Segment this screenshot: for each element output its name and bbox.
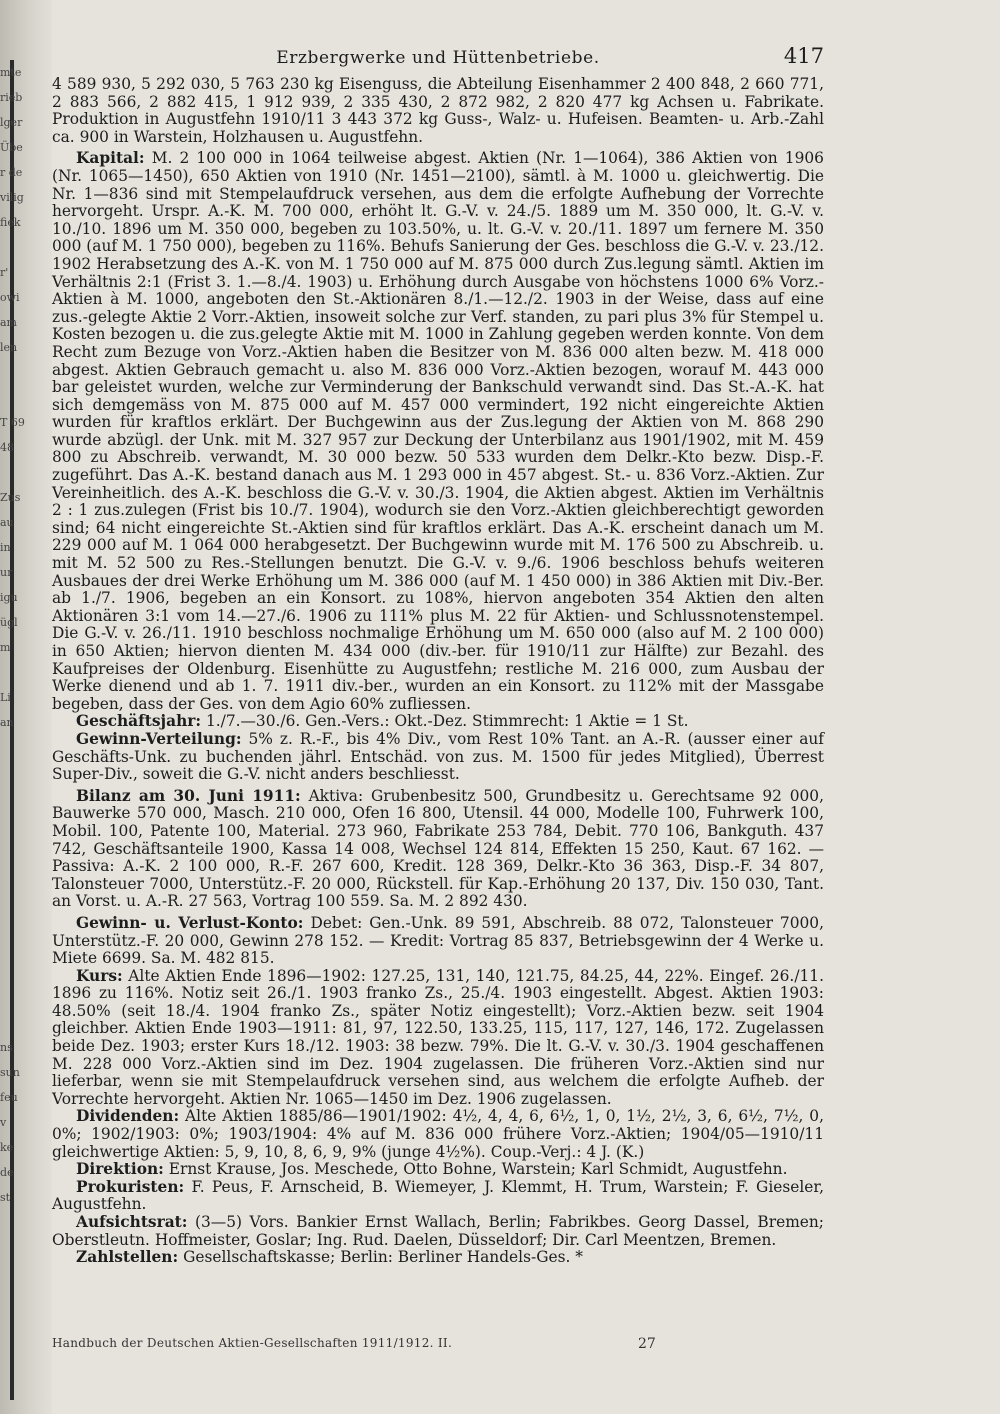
- paragraph-text: 5% z. R.-F., bis 4% Div., vom Rest 10% Tant. an A.-R. (ausser einer auf Geschäfts-Unk. zu buchenden jährl. Entschäd. von zus. M. 1500 für jedes Mitglied), Überrest Super-Div., soweit die G.-V. nicht anders beschliesst.: [52, 729, 824, 784]
- adjacent-page-edge: [0, 0, 52, 1414]
- paragraph-text: M. 2 100 000 in 1064 teilweise abgest. Aktien (Nr. 1—1064), 386 Aktien von 1906 (Nr. 1065—1450), 650 Aktien von 1910 (Nr. 1451—2100), sämtl. à M. 1000 u. gleichwertig. Die Nr. 1—836 sind mit Stempelaufdruck versehen, aus dem die erfolgte Aufhebung der Vorrechte hervorgeht. Urspr. A.-K. M. 700 000, erhöht lt. G.-V. v. 24./5. 1889 um M. 350 000, lt. G.-V. v. 10./10. 1896 um M. 350 000, begeben zu 103.50%, u. lt. G.-V. v. 20./11. 1897 um fernere M. 350 000 (auf M. 1 750 000), begeben zu 116%. Behufs Sanierung der Ges. beschloss die G.-V. v. 23./12. 1902 Herabsetzung des A.-K. von M. 1 750 000 auf M. 875 000 durch Zus.legung sämtl. Aktien im Verhältnis 2:1 (Frist 3. 1.—8./4. 1903) u. Erhöhung durch Ausgabe von höchstens 1000 6% Vorz.-Aktien à M. 1000, angeboten den St.-Aktionären 8./1.—12./2. 1903 in der Weise, dass auf eine zus.-gelegte Aktie 2 Vorr.-Aktien, insoweit solche zur Verf. standen, zu pari plus 3% für Stempel u. Kosten bezogen u. die zus.gelegte Aktie mit M. 1000 in Zahlung gegeben werden konnte. Von dem Recht zum Bezuge von Vorz.-Aktien haben die Besitzer von M. 836 000 alten bezw. M. 418 000 abgest. Aktien Gebrauch gemacht u. also M. 836 000 Vorz.-Aktien bezogen, worauf M. 443 000 bar geleistet wurden, welche zur Verminderung der Bankschuld verwandt sind. Das St.-A.-K. hat sich demgemäss von M. 875 000 auf M. 457 000 vermindert, 192 nicht eingereichte Aktien wurden für kraftlos erklärt. Der Buchgewinn aus der Zus.legung der Aktien von M. 868 290 wurde abzügl. der Unk. mit M. 327 957 zur Deckung der Unterbilanz aus 1901/1902, mit M. 459 800 zu Abschreib. verwandt, M. 30 000 bezw. 50 533 wurden dem Delkr.-Kto bezw. Disp.-F. zugeführt. Das A.-K. bestand danach aus M. 1 293 000 in 457 abgest. St.- u. 836 Vorz.-Aktien. Zur Vereinheitlich. des A.-K. beschloss die G.-V. v. 30./3. 1904, die Aktien abgest. Aktien im Verhältnis 2 : 1 zus.zulegen (Frist bis 10./7. 1904), wodurch sie den Vorz.-Aktien gleichberechtigt geworden sind; 64 nicht eingereichte St.-Aktien sind für kraftlos erklärt. Das A.-K. erscheint danach um M. 229 000 auf M. 1 064 000 herabgesetzt. Der Buchgewinn wurde mit M. 176 500 zu Abschreib. u. mit M. 52 500 zu Res.-Stellungen benutzt. Die G.-V. v. 9./6. 1906 beschloss behufs weiteren Ausbaues der drei Werke Erhöhung um M. 386 000 (auf M. 1 450 000) in 386 Aktien mit Div.-Ber. ab 1./7. 1906, begeben an ein Konsort. zu 108%, hiervon angeboten 354 Aktien den alten Aktionären 3:1 vom 14.—27./6. 1906 zu 111% plus M. 22 für Aktien- und Schlussnotenstempel. Die G.-V. v. 26./11. 1910 beschloss nochmalige Erhöhung um M. 650 000 (also auf M. 2 100 000) in 650 Aktien; hiervon dienten M. 434 000 (div.-ber. für 1910/11 zur Hälfte) zur Bezahl. des Kaufpreises der Oldenburg. Eisenhütte zu Augustfehn; restliche M. 216 000, zum Ausbau der Werke dienend und ab 1. 7. 1911 div.-ber., wurden an ein Konsort. zu 112% mit der Massgabe begeben, dass der Ges. von dem Agio 60% zufliessen.: [52, 149, 824, 713]
- paragraph-gewinn-verlust: [52, 915, 824, 968]
- paragraph-text: Gesellschaftskasse; Berlin: Berliner Handels-Ges. *: [183, 1248, 583, 1267]
- paragraph-text: Aktiva: Grubenbesitz 500, Grundbesitz u. Gerechtsame 92 000, Bauwerke 570 000, Masch. 210 000, Ofen 16 800, Utensil. 44 000, Modelle 100, Fuhrwerk 100, Mobil. 100, Patente 100, Material. 273 960, Fabrikate 253 784, Debit. 770 106, Bankguth. 437 742, Geschäftsanteile 1900, Kassa 14 008, Wechsel 124 814, Effekten 15 250, Kaut. 67 162. — Passiva: A.-K. 2 100 000, R.-F. 267 600, Kredit. 128 369, Delkr.-Kto 36 363, Disp.-F. 34 807, Talonsteuer 7000, Unterstütz.-F. 20 000, Rückstell. für Kap.-Erhöhung 20 137, Div. 150 030, Tant. an Vorst. u. A.-R. 27 563, Vortrag 100 559. Sa. M. 2 892 430.: [52, 786, 824, 911]
- section-key: Aufsichtsrat:: [76, 1213, 188, 1231]
- paragraph-kurs: [52, 968, 824, 1109]
- section-key: Zahlstellen:: [76, 1248, 179, 1267]
- paragraph-kapital: [52, 150, 824, 713]
- paragraph-direktion: [52, 1161, 824, 1179]
- section-key: Kapital:: [76, 149, 145, 168]
- section-key: Kurs:: [76, 966, 123, 985]
- running-head-title: Erzbergwerke und Hüttenbetriebe.: [276, 48, 600, 68]
- paragraph-text: Alte Aktien 1885/86—1901/1902: 4½, 4, 4, 6, 6½, 1, 0, 1½, 2½, 3, 6, 6½, 7½, 0, 0%; 1902/1903: 0%; 1903/1904: 4% auf M. 836 000 frühere Vorz.-Aktien; 1904/05—1910/11 gleichwertige Aktien: 5, 9, 10, 8, 6, 9, 9% (junge 4½%). Coup.-Verj.: 4 J. (K.): [52, 1107, 824, 1161]
- paragraph-text: 1./7.—30./6. Gen.-Vers.: Okt.-Dez. Stimmrecht: 1 Aktie = 1 St.: [205, 712, 689, 731]
- section-key: Prokuristen:: [76, 1177, 185, 1196]
- paragraph-bilanz: [52, 788, 824, 911]
- section-key: Direktion:: [76, 1160, 164, 1179]
- paragraph-aufsichtsrat: [52, 1214, 824, 1249]
- footer-source: Handbuch der Deutschen Aktien-Gesellschaften 1911/1912. II.: [52, 1336, 453, 1350]
- section-key: Gewinn- u. Verlust-Konto:: [76, 913, 304, 932]
- paragraph-text: (3—5) Vors. Bankier Ernst Wallach, Berlin; Fabrikbes. Georg Dassel, Bremen; Oberstleutn. Hoffmeister, Goslar; Ing. Rud. Daelen, Düsseldorf; Dir. Carl Meentzen, Bremen.: [52, 1213, 824, 1249]
- paragraph-production: [52, 76, 824, 146]
- paragraph-zahlstellen: [52, 1249, 824, 1267]
- paragraph-gewinn-verteilung: [52, 731, 824, 784]
- margin-fragments: mte rieb lger Übe r de vilig fiek r' owi am len T 69 48 Zus au in ur igu ügl m Li an ns sun feu v ke de st: [0, 66, 25, 1204]
- book-page: [52, 40, 824, 1400]
- paragraph-text: 4 589 930, 5 292 030, 5 763 230 kg Eisenguss, die Abteilung Eisenhammer 2 400 848, 2 660 771, 2 883 566, 2 882 415, 1 912 939, 2 335 430, 2 872 982, 2 820 477 kg Achsen u. Fabrikate. Produktion in Augustfehn 1910/11 3 443 372 kg Guss-, Walz- u. Hufeisen. Beamten- u. Arb.-Zahl ca. 900 in Warstein, Holzhausen u. Augustfehn.: [52, 75, 824, 146]
- paragraph-geschaeftsjahr: [52, 713, 824, 731]
- footer-signature: 27: [638, 1336, 656, 1352]
- paragraph-text: Alte Aktien Ende 1896—1902: 127.25, 131, 140, 121.75, 84.25, 44, 22%. Eingef. 26./11. 1896 zu 116%. Notiz seit 26./1. 1903 franko Zs., 25./4. 1903 eingestellt. Abgest. Aktien 1903: 48.50% (seit 18./4. 1904 franko Zs., später Notiz eingestellt); Vorz.-Aktien bezw. seit 1904 gleichber. Aktien Ende 1903—1911: 81, 97, 122.50, 133.25, 115, 117, 127, 146, 172. Zugelassen beide Dez. 1903; erster Kurs 18./12. 1903: 38 bezw. 79%. Die lt. G.-V. v. 30./3. 1904 geschaffenen M. 228 000 Vorz.-Aktien sind im Dez. 1904 zugelassen. Die früheren Vorz.-Aktien sind nur lieferbar, wenn sie mit Stempelaufdruck versehen sind, aus welchem die erfolgte Aufheb. der Vorrechte hervorgeht. Aktien Nr. 1065—1450 im Dez. 1906 zugelassen.: [52, 966, 824, 1108]
- section-key: Dividenden:: [76, 1107, 180, 1126]
- running-head: [52, 40, 824, 76]
- page-number: 417: [783, 44, 824, 68]
- paragraph-text: Ernst Krause, Jos. Meschede, Otto Bohne, Warstein; Karl Schmidt, Augustfehn.: [168, 1160, 788, 1179]
- paragraph-text: F. Peus, F. Arnscheid, B. Wiemeyer, J. Klemmt, H. Trum, Warstein; F. Gieseler, Augustfehn.: [52, 1177, 824, 1214]
- paragraph-dividenden: [52, 1108, 824, 1161]
- section-key: Geschäftsjahr:: [76, 712, 202, 731]
- paragraph-text: Debet: Gen.-Unk. 89 591, Abschreib. 88 072, Talonsteuer 7000, Unterstütz.-F. 20 000, Gewinn 278 152. — Kredit: Vortrag 85 837, Betriebsgewinn der 4 Werke u. Miete 6699. Sa. M. 482 815.: [52, 913, 824, 968]
- paragraph-prokuristen: [52, 1179, 824, 1214]
- section-key: Bilanz am 30. Juni 1911:: [76, 786, 301, 805]
- section-key: Gewinn-Verteilung:: [76, 729, 242, 748]
